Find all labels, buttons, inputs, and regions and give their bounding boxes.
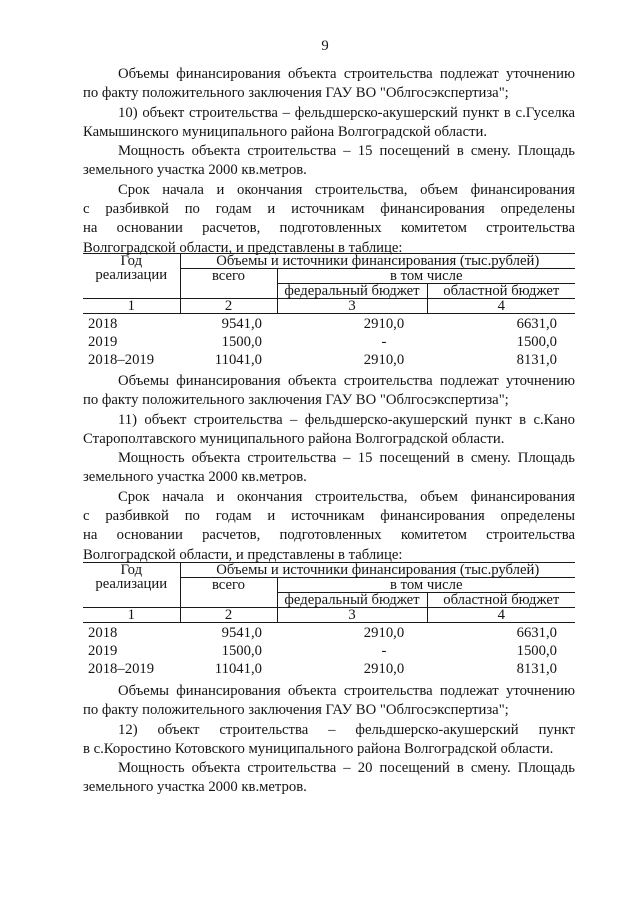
paragraph-object-item [83,411,575,450]
paragraph-line: по факту положительного заключения ГАУ ВО "Облгосэкспертиза"; [83,85,509,102]
cell-federal: 2910,0 [363,316,405,332]
paragraph-line: земельного участка 2000 кв.метров. [83,162,307,179]
column-number: 2 [180,608,277,623]
paragraph-financing-note [83,372,575,411]
table-header-regional: областной бюджет [443,283,560,299]
paragraph-line: с разбивкой по годам и источникам финансирования определены [83,201,575,218]
column-number: 1 [83,608,180,623]
paragraph-line: Объемы финансирования объекта строительства подлежат уточнению [118,66,575,82]
paragraph-capacity [83,449,575,488]
paragraph-line: Мощность объекта строительства – 15 посещений в смену. Площадь [118,143,575,160]
column-number: 1 [83,299,180,314]
funding-table-body [83,315,575,369]
paragraph-line: по факту положительного заключения ГАУ ВО "Облгосэкспертиза"; [83,392,509,409]
paragraph-object-item [83,721,575,760]
column-number: 2 [180,299,277,314]
cell-regional: 6631,0 [516,316,557,332]
text-section [83,682,575,798]
table-row [83,624,575,642]
paragraph-line: Камышинского муниципального района Волгоградской области. [83,123,488,140]
cell-regional: 8131,0 [516,661,557,677]
cell-total: 11041,0 [214,661,262,677]
cell-regional: 8131,0 [516,352,557,368]
table-header-funding: Объемы и источники финансирования (тыс.рублей) [180,563,575,578]
cell-federal: 2910,0 [363,625,405,641]
funding-table [83,562,575,623]
cell-federal: - [381,643,387,659]
paragraph-line: Волгоградской области, и представлены в таблице: [83,239,403,256]
paragraph-schedule [83,488,575,565]
paragraph-line: земельного участка 2000 кв.метров. [83,779,307,796]
paragraph-capacity [83,759,575,798]
table-header-including: в том числе [277,578,575,593]
cell-year: 2018 [88,316,118,332]
paragraph-line: земельного участка 2000 кв.метров. [83,469,307,486]
table-row [83,660,575,678]
paragraph-line: Мощность объекта строительства – 20 посещений в смену. Площадь [118,760,575,777]
paragraph-line: на основании расчетов, подготовленных комитетом строительства [83,527,575,544]
paragraph-financing-note [83,65,575,104]
cell-year: 2019 [88,334,118,350]
text-section [83,65,575,258]
paragraph-line: Старополтавского муниципального района Волгоградской области. [83,430,505,447]
cell-federal: - [381,334,387,350]
funding-table [83,253,575,314]
paragraph-line: Объемы финансирования объекта строительства подлежат уточнению [118,683,575,699]
table-header-regional: областной бюджет [443,592,560,608]
column-number: 4 [427,608,575,623]
paragraph-capacity [83,142,575,181]
column-number: 3 [277,299,427,314]
text-section [83,372,575,565]
paragraph-line: по факту положительного заключения ГАУ ВО "Облгосэкспертиза"; [83,702,509,719]
paragraph-financing-note [83,682,575,721]
column-number: 4 [427,299,575,314]
paragraph-line: Мощность объекта строительства – 15 посещений в смену. Площадь [118,450,575,467]
table-row [83,315,575,333]
paragraph-line: с разбивкой по годам и источникам финансирования определены [83,508,575,525]
paragraph-line: 12) объект строительства – фельдшерско-акушерский пункт [118,721,575,738]
table-header-including: в том числе [277,269,575,284]
page-number: 9 [321,38,329,54]
table-row [83,351,575,369]
paragraph-object-item [83,104,575,143]
paragraph-line: Срок начала и окончания строительства, объем финансирования [118,488,575,505]
table-header-federal: федеральный бюджет [277,284,427,299]
paragraph-line: на основании расчетов, подготовленных комитетом строительства [83,220,575,237]
paragraph-line: Объемы финансирования объекта строительства подлежат уточнению [118,373,575,389]
cell-total: 1500,0 [221,643,262,659]
table-header-year: Год реализации [83,563,180,608]
table-header-federal: федеральный бюджет [277,593,427,608]
table-header-total: всего [180,269,277,299]
cell-regional: 1500,0 [516,643,557,659]
column-number: 3 [277,608,427,623]
table-row [83,642,575,660]
cell-year: 2018 [88,625,118,641]
table-header-funding: Объемы и источники финансирования (тыс.рублей) [180,254,575,269]
cell-year: 2018–2019 [88,661,155,677]
cell-total: 9541,0 [221,625,262,641]
table-row [83,333,575,351]
cell-total: 1500,0 [221,334,262,350]
cell-regional: 1500,0 [516,334,557,350]
paragraph-line: Волгоградской области, и представлены в таблице: [83,546,403,563]
cell-federal: 2910,0 [363,661,405,677]
cell-year: 2019 [88,643,118,659]
paragraph-line: 10) объект строительства – фельдшерско-акушерский пункт в с.Гуселка [118,104,575,121]
table-header-total: всего [180,578,277,608]
paragraph-line: 11) объект строительства – фельдшерско-акушерский пункт в с.Кано [118,411,575,428]
paragraph-schedule [83,181,575,258]
funding-table-body [83,624,575,678]
cell-federal: 2910,0 [363,352,405,368]
cell-regional: 6631,0 [516,625,557,641]
table-header-year: Год реализации [83,254,180,299]
paragraph-line: Срок начала и окончания строительства, объем финансирования [118,181,575,198]
cell-total: 9541,0 [221,316,262,332]
cell-total: 11041,0 [214,352,262,368]
cell-year: 2018–2019 [88,352,155,368]
paragraph-line: в с.Коростино Котовского муниципального района Волгоградской области. [83,740,554,757]
